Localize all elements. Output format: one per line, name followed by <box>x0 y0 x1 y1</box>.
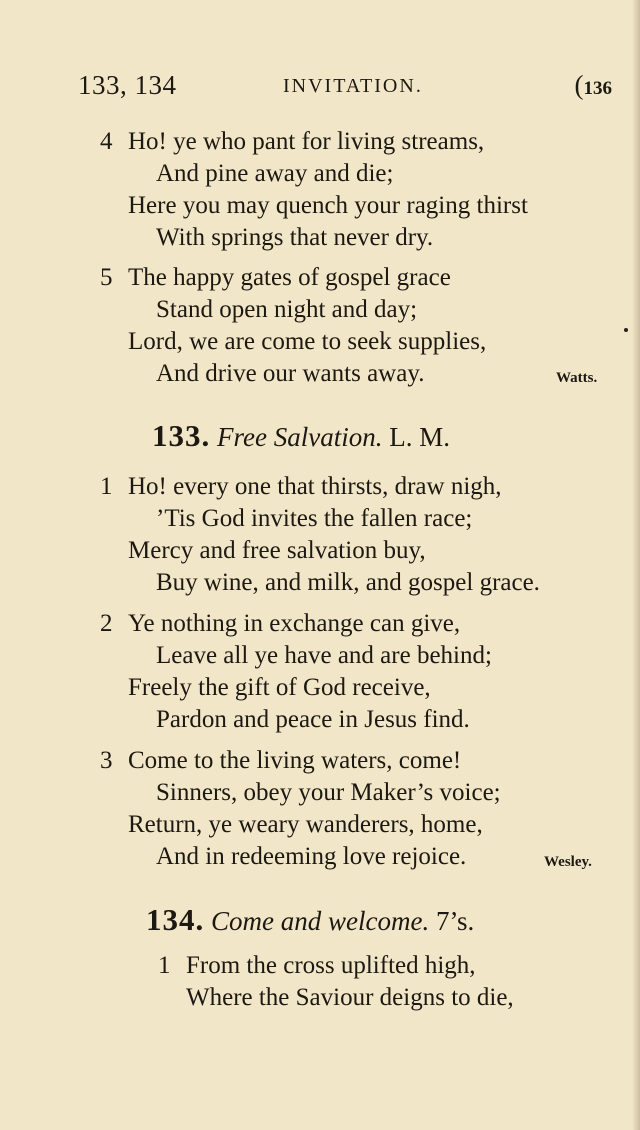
hymn-title: Come and welcome. <box>211 906 430 936</box>
stanza-number: 5 <box>100 264 113 291</box>
hymn-heading <box>152 419 450 454</box>
hymn-heading <box>146 903 474 938</box>
page-number <box>575 70 613 101</box>
verse-line: From the cross uplifted high, <box>186 952 476 979</box>
verse-line: With springs that never dry. <box>156 224 434 251</box>
verse-line: And pine away and die; <box>156 160 394 187</box>
hymn-number: 133. <box>152 418 211 453</box>
hymn-author: Wesley. <box>544 854 592 870</box>
verse-line: The happy gates of gospel grace <box>128 264 451 291</box>
verse-line: Ho! every one that thirsts, draw nigh, <box>128 473 502 500</box>
verse-line: Mercy and free salvation buy, <box>128 537 426 564</box>
verse-line: Come to the living waters, come! <box>128 747 462 774</box>
verse-line: Sinners, obey your Maker’s voice; <box>156 779 501 806</box>
verse-line: ’Tis God invites the fallen race; <box>156 505 473 532</box>
verse-line: And in redeeming love rejoice. <box>156 843 467 870</box>
hymn-meter: L. M. <box>389 422 450 452</box>
verse-line: Lord, we are come to seek supplies, <box>128 328 487 355</box>
stanza-number: 1 <box>100 473 113 500</box>
section-title: INVITATION. <box>283 75 423 97</box>
verse-line: Ho! ye who pant for living streams, <box>128 128 485 155</box>
hymn-title: Free Salvation. <box>217 422 383 452</box>
verse-line: Buy wine, and milk, and gospel grace. <box>156 569 540 596</box>
verse-line: Ye nothing in exchange can give, <box>128 610 461 637</box>
stanza-number: 3 <box>100 747 113 774</box>
page-number-paren: ( <box>574 70 584 100</box>
verse-line: Where the Saviour deigns to die, <box>186 984 514 1011</box>
hymn-author: Watts. <box>556 370 598 386</box>
running-header <box>78 70 618 104</box>
stanza-number: 4 <box>100 128 113 155</box>
verse-line: Freely the gift of God receive, <box>128 674 431 701</box>
stanza-number: 2 <box>100 610 113 637</box>
page-number-value: 136 <box>583 78 612 99</box>
hymn-range: 133, 134 <box>78 70 177 100</box>
verse-line: Return, ye weary wanderers, home, <box>128 811 483 838</box>
verse-line: And drive our wants away. <box>156 360 425 387</box>
verse-line: Pardon and peace in Jesus find. <box>156 706 470 733</box>
verse-line: Leave all ye have and are behind; <box>156 642 492 669</box>
print-speck <box>624 328 628 332</box>
verse-line: Stand open night and day; <box>156 296 418 323</box>
verse-line: Here you may quench your raging thirst <box>128 192 528 219</box>
stanza-number: 1 <box>158 952 171 979</box>
hymn-number: 134. <box>146 902 205 937</box>
hymn-meter: 7’s. <box>435 906 475 936</box>
